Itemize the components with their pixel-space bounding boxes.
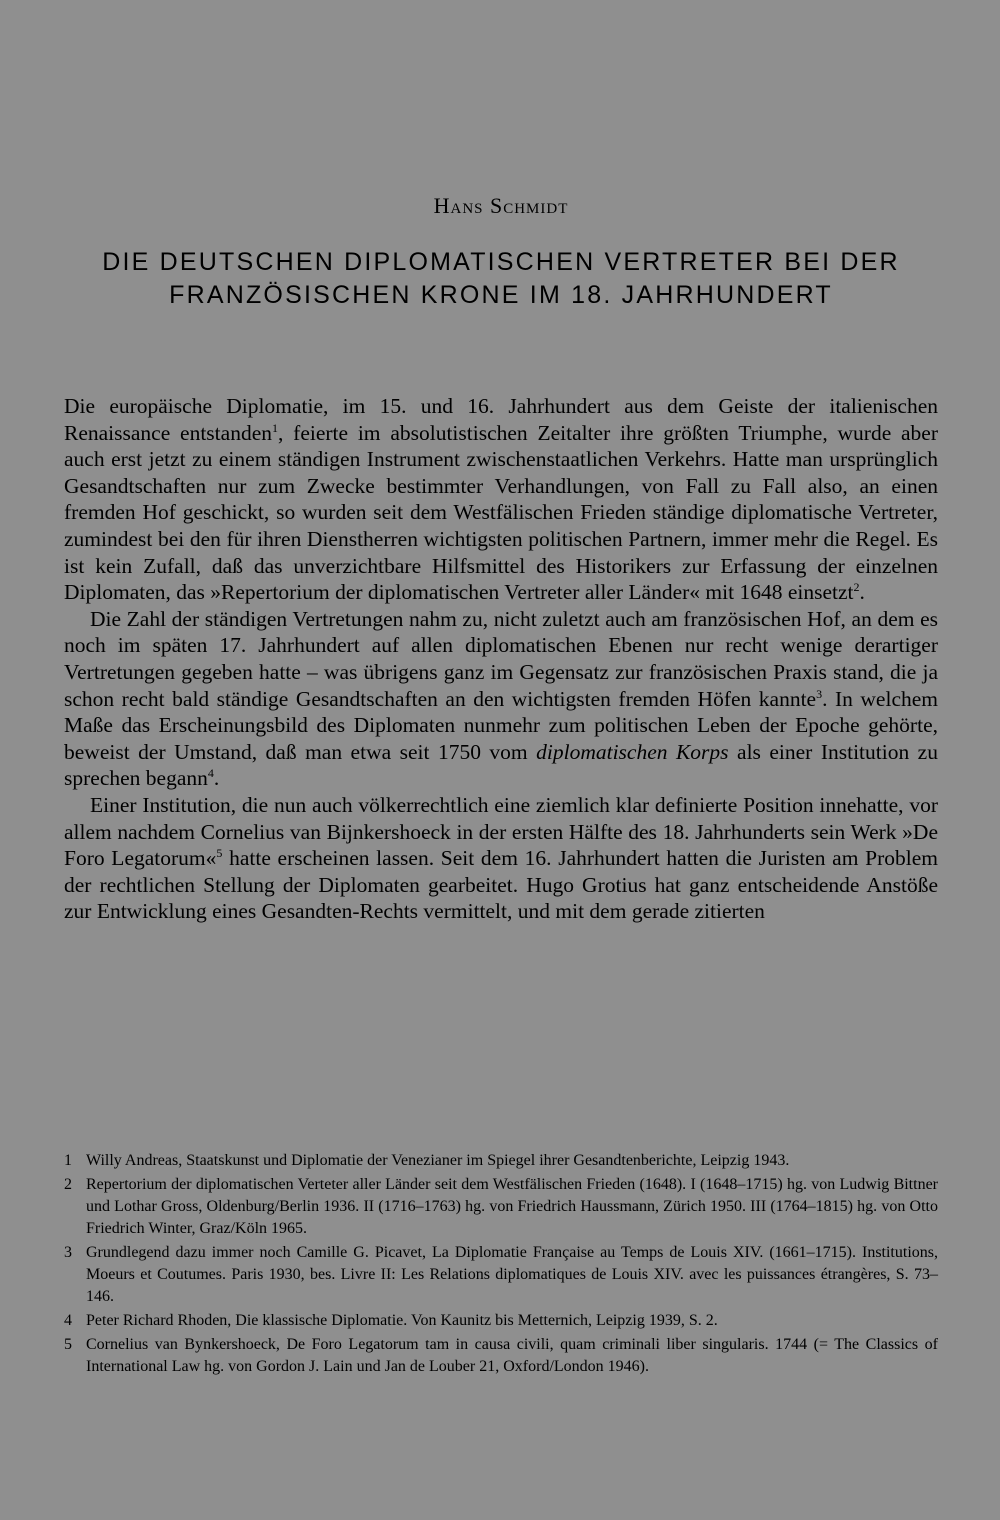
footnote-ref-1: 1 bbox=[272, 420, 278, 435]
title-line-1: DIE DEUTSCHEN DIPLOMATISCHEN VERTRETER BEI DER bbox=[102, 248, 900, 276]
paragraph-text: Die Zahl der ständigen Vertretungen nahm zu, nicht zuletzt auch am französischen Hof, an dem es noch im späten 17. Jahrhundert auf allen diplomatischen Ebenen nur recht wenige derartiger Vertretungen gegeben hatte – was übrigens ganz im Gegensatz zur französischen Praxis stand, die ja schon recht bald ständige Gesandtschaften an den wichtigsten fremden Höfen kannte bbox=[64, 606, 938, 711]
footnote-number: 2 bbox=[64, 1176, 72, 1193]
paragraph-2 bbox=[64, 606, 938, 792]
italic-term: diplomatischen Korps bbox=[536, 739, 729, 764]
paragraph-1 bbox=[64, 393, 938, 606]
body-text bbox=[64, 393, 938, 925]
paragraph-3 bbox=[64, 792, 938, 925]
paragraph-text: Einer Institution, die nun auch völkerrechtlich eine ziemlich klar definierte Position innehatte, vor allem nachdem Cornelius van Bijnkershoeck in der ersten Hälfte des 18. Jahrhunderts sein Werk »De Foro Legatorum« bbox=[64, 792, 938, 871]
paragraph-text: als einer Institution zu sprechen begann bbox=[64, 739, 938, 791]
footnote bbox=[64, 1310, 938, 1332]
paragraph-text: . In welchem Maße das Erscheinungsbild des Diplomaten nunmehr zum politischen Leben der Epoche gehörte, beweist der Umstand, daß man etwa seit 1750 vom bbox=[64, 686, 938, 764]
paragraph-text: Die europäische Diplomatie, im 15. und 16. Jahrhundert aus dem Geiste der italienischen Renaissance entstanden bbox=[64, 394, 938, 445]
footnote bbox=[64, 1174, 938, 1240]
paragraph-text: . bbox=[859, 580, 865, 605]
footnote-ref-2: 2 bbox=[853, 580, 860, 595]
paragraph-text: , feierte im absolutistischen Zeitalter ihre größten Triumphe, wurde aber auch erst jetzt zu einem ständigen Instrument zwischenstaatlichen Verkehrs. Hatte man ursprünglich Gesandtschaften nur zum Zwecke bestimmter Verhandlungen, von Fall zu Fall also, an einen fremden Hof geschickt, so wurden seit dem Westfälischen Frieden ständige diplomatische Vertreter, zumindest bei den für ihren Dienstherren wichtigsten politischen Partnern, immer mehr die Regel. Es ist kein Zufall, daß das unverzichtbare Hilfsmittel des Historikers zur Erfassung der einzelnen Diplomaten, das »Repertorium der diplomatischen Vertreter aller Länder« mit 1648 einsetzt bbox=[64, 420, 939, 605]
paragraph-text: . bbox=[213, 766, 220, 791]
footnotes bbox=[64, 1150, 938, 1380]
article-title bbox=[64, 246, 938, 312]
footnote-ref-4: 4 bbox=[207, 766, 214, 781]
footnote bbox=[64, 1242, 938, 1308]
footnote-ref-5: 5 bbox=[216, 846, 223, 861]
footnote-text: Cornelius van Bynkershoeck, De Foro Legatorum tam in causa civili, quam criminali liber singularis. 1744 (= The Classics of International Law hg. von Gordon J. Lain und Jan de Louber 21, Oxford/London 1946). bbox=[86, 1336, 938, 1375]
footnote-text: Grundlegend dazu immer noch Camille G. Picavet, La Diplomatie Française au Temps de Louis XIV. (1661–1715). Institutions, Moeurs et Coutumes. Paris 1930, bes. Livre II: Les Relations diplomatiques de Louis XIV. avec les puissances étrangères, S. 73–146. bbox=[86, 1244, 938, 1305]
footnote-number: 1 bbox=[64, 1152, 72, 1169]
footnote-ref-3: 3 bbox=[816, 686, 823, 701]
footnote-text: Repertorium der diplomatischen Verteter aller Länder seit dem Westfälischen Frieden (1648). I (1648–1715) hg. von Ludwig Bittner und Lothar Gross, Oldenburg/Berlin 1936. II (1716–1763) hg. von Friedrich Haussmann, Zürich 1950. III (1764–1815) hg. von Otto Friedrich Winter, Graz/Köln 1965. bbox=[86, 1176, 938, 1237]
paragraph-text: hatte erscheinen lassen. Seit dem 16. Jahrhundert hatten die Juristen am Problem der rechtlichen Stellung der Diplomaten gearbeitet. Hugo Grotius hat ganz entscheidende Anstöße zur Entwicklung eines Gesandten-Rechts vermittelt, und mit dem gerade zitierten bbox=[64, 846, 938, 924]
title-line-2: FRANZÖSISCHEN KRONE IM 18. JAHRHUNDERT bbox=[169, 281, 833, 309]
footnote-text: Willy Andreas, Staatskunst und Diplomatie der Venezianer im Spiegel ihrer Gesandtenberichte, Leipzig 1943. bbox=[86, 1152, 790, 1169]
footnote-number: 5 bbox=[64, 1336, 72, 1353]
author-name: Hans Schmidt bbox=[433, 193, 569, 218]
footnote-number: 4 bbox=[64, 1312, 72, 1329]
footnote bbox=[64, 1334, 938, 1378]
footnote bbox=[64, 1150, 938, 1172]
footnote-text: Peter Richard Rhoden, Die klassische Diplomatie. Von Kaunitz bis Metternich, Leipzig 1939, S. 2. bbox=[86, 1312, 718, 1329]
footnote-number: 3 bbox=[64, 1244, 72, 1261]
